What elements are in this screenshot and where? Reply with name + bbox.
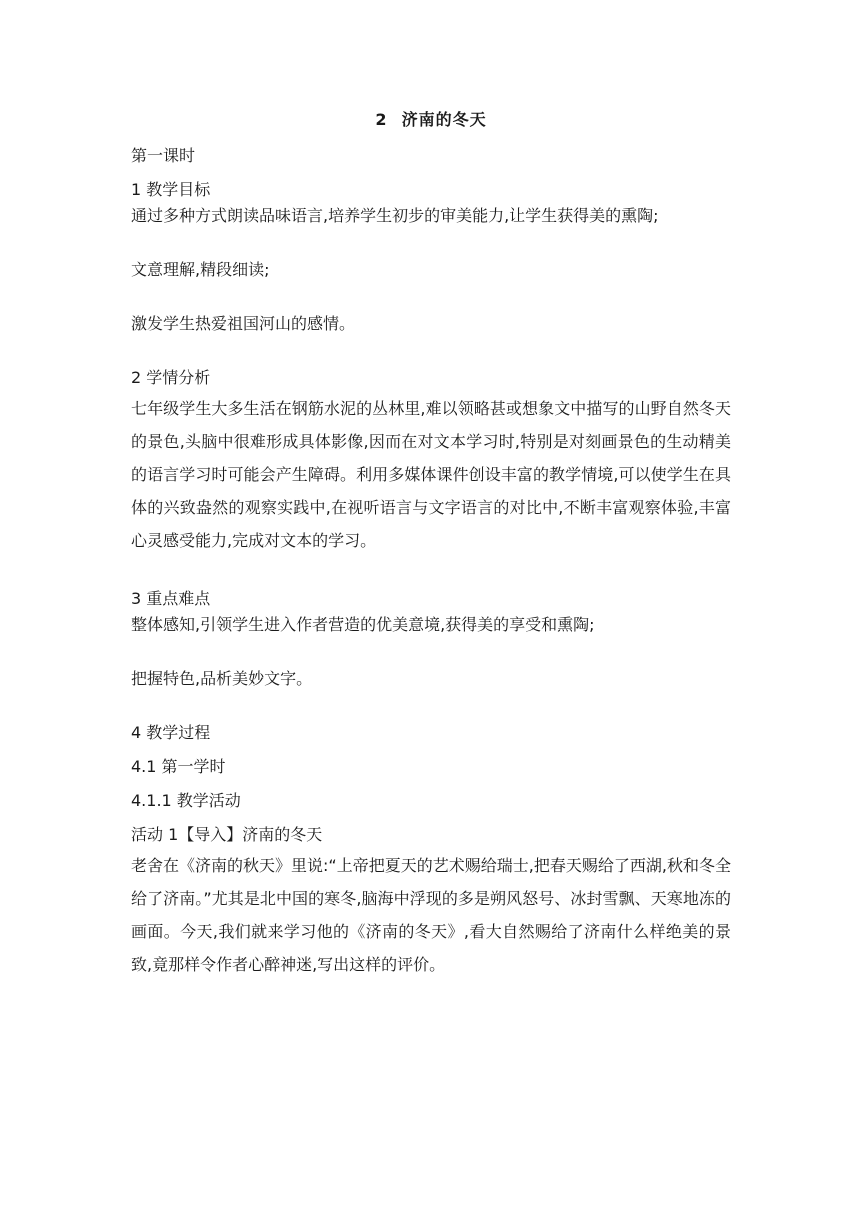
document-title <box>131 108 731 132</box>
activity-paragraph: 老舍在《济南的秋天》里说:“上帝把夏天的艺术赐给瑞士,把春天赐给了西湖,秋和冬全给了济南。”尤其是北中国的寒冬,脑海中浮现的多是朔风怒号、冰封雪飘、天寒地冻的画面。今天,我们就来学习他的《济南的冬天》,看大自然赐给了济南什么样绝美的景致,竟那样令作者心醉神迷,写出这样的评价。 <box>131 856 731 974</box>
title-text: 济南的冬天 <box>401 110 487 129</box>
goal-item-2: 文意理解,精段细读; <box>131 260 270 279</box>
section-heading-goals: 1 教学目标 <box>131 180 211 199</box>
key-point-item-1: 整体感知,引领学生进入作者营造的优美意境,获得美的享受和熏陶; <box>131 615 595 634</box>
lesson-label: 第一课时 <box>131 146 196 165</box>
section-heading-key-points: 3 重点难点 <box>131 589 211 608</box>
section-heading-process: 4 教学过程 <box>131 723 211 742</box>
goal-item-1: 通过多种方式朗读品味语言,培养学生初步的审美能力,让学生获得美的熏陶; <box>131 206 659 225</box>
activity-title: 活动 1【导入】济南的冬天 <box>131 825 323 844</box>
title-number: 2 <box>375 110 388 129</box>
subsection-heading-activities: 4.1.1 教学活动 <box>131 791 241 810</box>
key-point-item-2: 把握特色,品析美妙文字。 <box>131 669 313 688</box>
goal-item-3: 激发学生热爱祖国河山的感情。 <box>131 314 356 333</box>
section-heading-analysis: 2 学情分析 <box>131 368 211 387</box>
document-body <box>131 108 731 987</box>
analysis-paragraph: 七年级学生大多生活在钢筋水泥的丛林里,难以领略甚或想象文中描写的山野自然冬天的景色,头脑中很难形成具体影像,因而在对文本学习时,特别是对刻画景色的生动精美的语言学习时可能会产生障碍。利用多媒体课件创设丰富的教学情境,可以使学生在具体的兴致盎然的观察实践中,在视听语言与文字语言的对比中,不断丰富观察体验,丰富心灵感受能力,完成对文本的学习。 <box>131 399 731 550</box>
subsection-heading-first-period: 4.1 第一学时 <box>131 757 226 776</box>
